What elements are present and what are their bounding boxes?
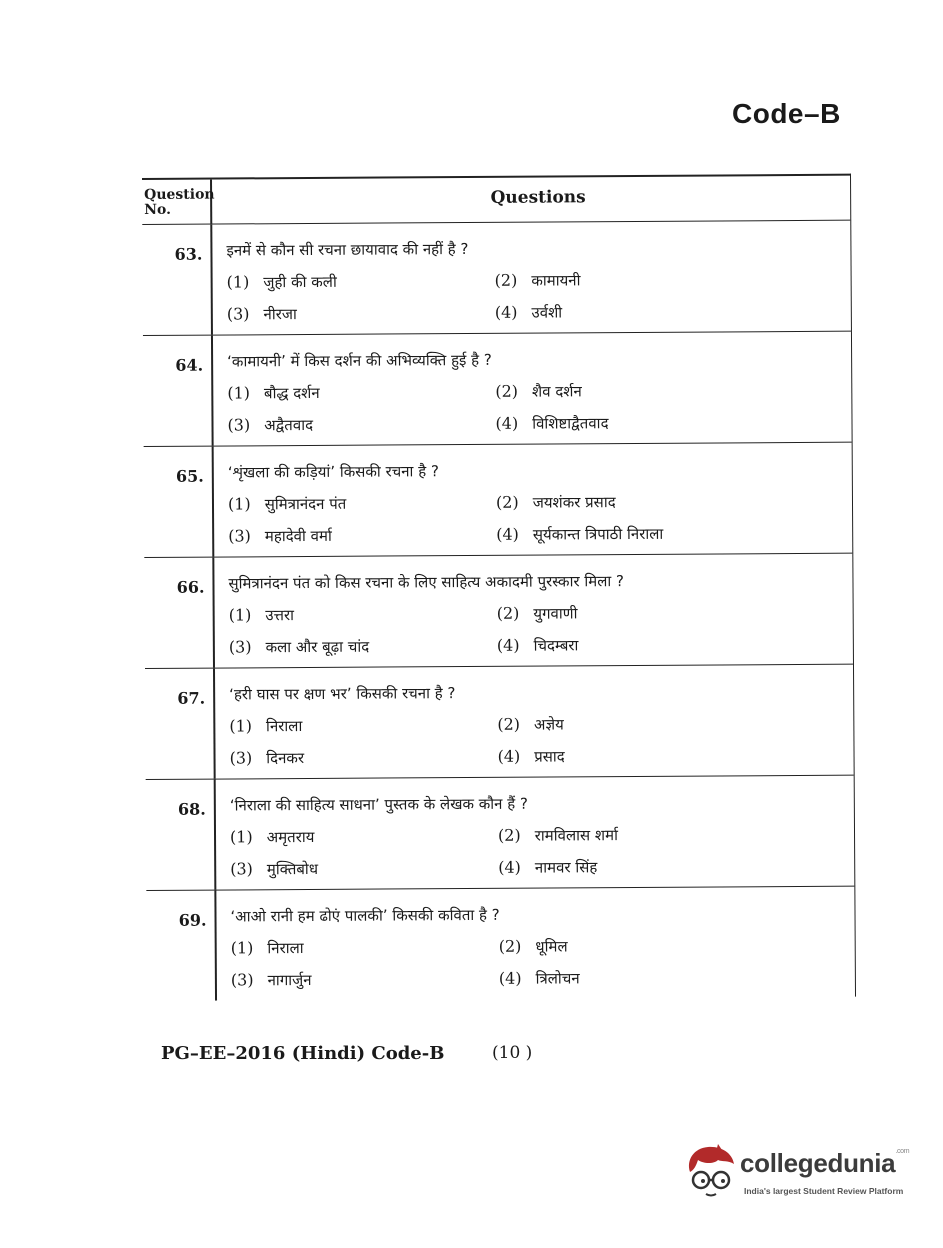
question-text: इनमें से कौन सी रचना छायावाद की नहीं है ? <box>226 240 469 260</box>
option-text: चिदम्बरा <box>533 636 579 655</box>
option-item <box>497 602 853 624</box>
option-text: अमृतराय <box>266 827 315 847</box>
option-number: (1) <box>228 605 252 625</box>
option-text: मुक्तिबोध <box>266 859 319 879</box>
option-list <box>229 713 853 769</box>
option-item <box>231 969 499 991</box>
code-label: Code–B <box>732 98 841 129</box>
option-text: सुमित्रानंदन पंत <box>264 494 347 514</box>
option-number: (2) <box>495 381 519 401</box>
question-number: 68. <box>146 780 217 890</box>
option-number: (4) <box>498 857 521 877</box>
option-item <box>228 525 496 547</box>
question-cell <box>216 776 855 890</box>
option-number: (4) <box>494 302 518 322</box>
option-item <box>229 715 497 737</box>
option-text: उर्वशी <box>531 303 563 322</box>
option-item <box>227 271 495 293</box>
option-number: (3) <box>228 526 251 546</box>
option-number: (2) <box>498 936 522 956</box>
option-list <box>231 935 855 991</box>
option-text: निराला <box>265 717 303 736</box>
question-text: ‘कामायनी’ में किस दर्शन की अभिव्यक्ति हुई है ? <box>227 350 492 371</box>
option-item <box>227 303 495 325</box>
question-number: 65. <box>144 447 215 557</box>
option-item <box>498 856 854 878</box>
option-item <box>229 747 497 769</box>
option-number: (1) <box>230 938 254 958</box>
question-text: ‘निराला की साहित्य साधना’ पुस्तक के लेखक कौन हैं ? <box>229 794 528 815</box>
option-number: (1) <box>229 827 253 847</box>
question-row <box>143 332 852 447</box>
option-text: अज्ञेय <box>533 715 564 734</box>
option-item <box>495 380 851 402</box>
brand-suffix: .com <box>895 1148 910 1155</box>
option-text: उत्तरा <box>265 606 295 625</box>
option-list <box>228 491 852 547</box>
option-item <box>227 382 495 404</box>
option-number: (4) <box>497 746 521 766</box>
table-header <box>142 176 850 225</box>
option-text: युगवाणी <box>533 604 578 623</box>
option-text: महादेवी वर्मा <box>264 526 332 546</box>
option-text: कला और बूढ़ा चांद <box>265 637 370 657</box>
question-text: ‘हरी घास पर क्षण भर’ किसकी रचना है ? <box>229 684 456 704</box>
option-number: (1) <box>229 716 253 736</box>
option-text: नागार्जुन <box>267 970 312 990</box>
option-item <box>229 636 497 658</box>
option-text: रामविलास शर्मा <box>534 826 618 845</box>
question-row <box>145 665 854 780</box>
question-number: 69. <box>146 891 217 1001</box>
option-number: (3) <box>230 859 253 879</box>
question-number: 67. <box>145 669 216 779</box>
question-row <box>142 221 851 336</box>
option-text: अद्वैतवाद <box>264 415 314 435</box>
question-text: ‘शृंखला की कड़ियां’ किसकी रचना है ? <box>227 462 439 482</box>
option-number: (2) <box>494 270 518 290</box>
option-text: नीरजा <box>263 305 297 324</box>
option-text: सूर्यकान्त त्रिपाठी निराला <box>532 524 664 544</box>
option-number: (3) <box>226 304 250 324</box>
option-number: (3) <box>227 415 251 435</box>
option-item <box>499 967 855 989</box>
option-number: (1) <box>227 494 251 514</box>
question-cell <box>212 221 851 335</box>
option-item <box>230 858 498 880</box>
option-text: शैव दर्शन <box>531 382 582 401</box>
question-number: 66. <box>144 558 215 668</box>
question-cell <box>213 332 852 446</box>
option-number: (3) <box>229 748 253 768</box>
option-item <box>495 412 851 434</box>
option-number: (4) <box>496 635 520 655</box>
question-number: 63. <box>142 225 213 335</box>
option-text: जुही की कली <box>263 272 337 292</box>
option-text: जयशंकर प्रसाद <box>532 493 616 512</box>
question-cell <box>214 443 853 557</box>
option-number: (3) <box>230 970 254 990</box>
option-number: (2) <box>497 825 521 845</box>
paper-footer: PG–EE–2016 (Hindi) Code-B <box>161 1043 445 1064</box>
option-text: बौद्ध दर्शन <box>263 383 320 403</box>
option-number: (4) <box>498 968 522 988</box>
option-item <box>497 634 853 656</box>
question-number: 64. <box>143 336 214 446</box>
option-number: (2) <box>497 714 521 734</box>
option-text: निराला <box>267 939 304 958</box>
option-item <box>496 491 852 513</box>
option-number: (4) <box>496 524 519 544</box>
brand-name: collegedunia$^{.com}$ <box>740 1148 910 1178</box>
option-text: कामायनी <box>531 271 581 290</box>
question-text: सुमित्रानंदन पंत को किस रचना के लिए साहित्य अकादमी पुरस्कार मिला ? <box>228 572 625 593</box>
header-question-no: Question No. <box>142 180 212 224</box>
option-list <box>230 824 854 880</box>
option-number: (4) <box>495 413 519 433</box>
question-row <box>146 776 855 891</box>
option-list <box>227 380 851 436</box>
option-number: (2) <box>495 492 519 512</box>
option-item <box>231 937 499 959</box>
option-item <box>228 493 496 515</box>
option-item <box>499 935 855 957</box>
option-text: त्रिलोचन <box>535 969 580 988</box>
page-number: (10 ) <box>492 1043 533 1063</box>
option-number: (1) <box>226 272 250 292</box>
question-table <box>142 174 856 1001</box>
option-number: (1) <box>227 383 251 403</box>
option-item <box>229 604 497 626</box>
option-text: नामवर सिंह <box>534 858 598 877</box>
option-text: विशिष्टाद्वैतवाद <box>532 414 609 433</box>
collegedunia-mascot-icon <box>684 1142 738 1204</box>
question-row <box>144 554 853 669</box>
option-text: दिनकर <box>266 749 305 768</box>
question-row <box>144 443 853 558</box>
question-text: ‘आओ रानी हम ढोएं पालकी’ किसकी कविता है ? <box>230 905 500 926</box>
option-text: धूमिल <box>535 937 568 956</box>
option-number: (3) <box>228 637 252 657</box>
option-item <box>230 826 498 848</box>
option-text: प्रसाद <box>534 747 565 766</box>
option-item <box>497 745 853 767</box>
option-item <box>227 414 495 436</box>
question-cell <box>216 887 855 1001</box>
header-questions: Questions <box>490 187 586 208</box>
option-item <box>495 301 851 323</box>
question-cell <box>215 665 854 779</box>
option-list <box>227 269 851 325</box>
option-number: (2) <box>496 603 520 623</box>
option-item <box>496 523 852 545</box>
option-item <box>498 824 854 846</box>
brand-tagline: India's largest Student Review Platform <box>744 1186 904 1196</box>
option-item <box>497 713 853 735</box>
question-row <box>146 887 855 1001</box>
question-cell <box>214 554 853 668</box>
collegedunia-watermark <box>684 1142 914 1204</box>
option-list <box>229 602 853 658</box>
option-item <box>495 269 851 291</box>
